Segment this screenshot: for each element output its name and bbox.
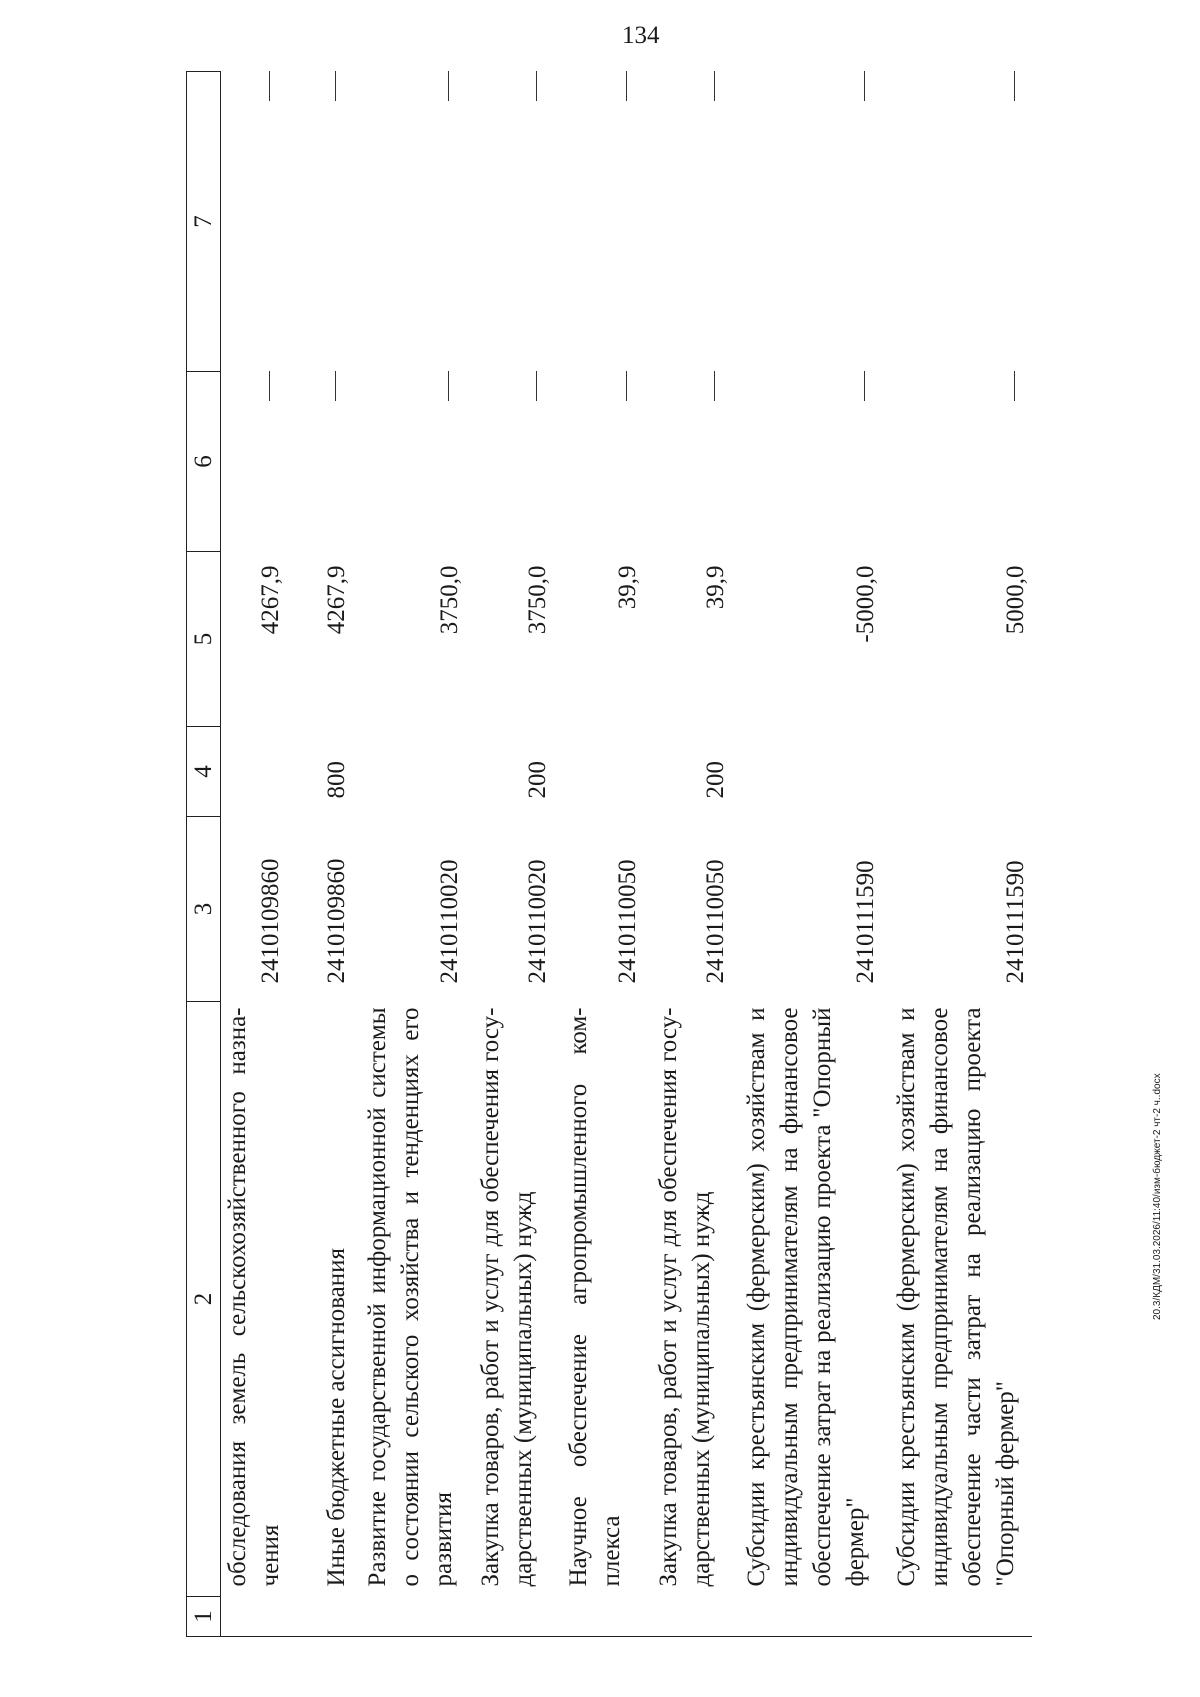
row-col6 <box>644 372 732 552</box>
dash-mark <box>714 72 716 102</box>
row-name: Субсидии крестьянским (фермерским) хозяйствам и индивидуальным предпринимателям на финансовое обеспечение части затрат на реализацию проекта "Опорный фермер" <box>893 1007 1019 1587</box>
row-col7 <box>644 72 732 372</box>
row-col7 <box>287 72 353 372</box>
footer-file-reference: 20.3/КДМ/31.03.2026/11:40/изм-бюджет-2 чт-2 ч..docx <box>1152 1073 1163 1320</box>
row-code: 2410110050 <box>614 859 641 984</box>
row-code: 2410111590 <box>1002 860 1029 984</box>
header-col-4: 4 <box>187 727 221 817</box>
header-col-6: 6 <box>187 372 221 552</box>
row-amount: 3750,0 <box>524 565 551 635</box>
row-code: 2410109860 <box>323 858 350 984</box>
row-col6 <box>466 372 554 552</box>
row-col7 <box>353 72 466 372</box>
row-vr <box>353 727 466 817</box>
row-col7 <box>554 72 644 372</box>
row-code: 2410109860 <box>257 858 284 984</box>
dash-mark <box>864 72 866 102</box>
row-col6 <box>221 372 288 552</box>
row-col7 <box>221 72 288 372</box>
row-amount: 4267,9 <box>323 565 350 635</box>
budget-table <box>186 71 1032 1637</box>
row-vr <box>732 727 882 817</box>
row-col6 <box>554 372 644 552</box>
row-amount: 4267,9 <box>257 565 284 635</box>
dash-mark <box>448 72 450 102</box>
row-amount: -5000,0 <box>852 565 879 643</box>
dash-mark <box>335 372 337 402</box>
row-col6 <box>287 372 353 552</box>
row-col7 <box>732 72 882 372</box>
row-name: Научное обеспечение агропромышленного ком-плекса <box>565 1007 625 1587</box>
dash-mark <box>1014 72 1016 102</box>
table-row <box>644 72 732 1637</box>
row-vr <box>882 727 1032 817</box>
dash-mark <box>536 372 538 402</box>
row-col7 <box>882 72 1032 372</box>
row-col6 <box>732 372 882 552</box>
dash-mark <box>1014 372 1016 402</box>
row-col7 <box>466 72 554 372</box>
row-code: 2410110020 <box>524 859 551 984</box>
row-code: 2410111590 <box>852 860 879 984</box>
row-vr: 200 <box>524 761 551 799</box>
row-name: обследования земель сельскохозяйственного назна-чения <box>224 1007 284 1587</box>
row-name: Иные бюджетные ассигнования <box>323 1247 350 1587</box>
table-row <box>353 72 466 1637</box>
dash-mark <box>269 72 271 102</box>
header-col-1: 1 <box>187 1597 221 1637</box>
dash-mark <box>269 372 271 402</box>
dash-mark <box>626 372 628 402</box>
row-vr <box>221 727 288 817</box>
row-amount: 39,9 <box>614 565 641 610</box>
row-amount: 5000,0 <box>1002 565 1029 635</box>
header-col-7: 7 <box>187 72 221 372</box>
row-vr: 200 <box>702 761 729 799</box>
dash-mark <box>335 72 337 102</box>
table-row <box>287 72 353 1637</box>
table-row <box>221 72 288 1637</box>
row-name: Закупка товаров, работ и услуг для обеспечения госу-дарственных (муниципальных) нужд <box>655 1007 715 1587</box>
page-number: 134 <box>622 22 660 49</box>
row-vr <box>554 727 644 817</box>
row-name: Развитие государственной информационной системы о состоянии сельского хозяйства и тенденциях его развития <box>364 1007 457 1587</box>
table-row <box>554 72 644 1637</box>
dash-mark <box>448 372 450 402</box>
header-col-5: 5 <box>187 552 221 727</box>
dash-mark <box>714 372 716 402</box>
dash-mark <box>536 72 538 102</box>
dash-mark <box>864 372 866 402</box>
table-row <box>882 72 1032 1637</box>
row-name: Закупка товаров, работ и услуг для обеспечения госу-дарственных (муниципальных) нужд <box>477 1007 537 1587</box>
dash-mark <box>626 72 628 102</box>
row-amount: 39,9 <box>702 565 729 610</box>
rotated-budget-sheet <box>186 72 1096 1637</box>
header-col-2: 2 <box>187 1002 221 1597</box>
header-col-3: 3 <box>187 817 221 1002</box>
table-body <box>221 72 1033 1637</box>
row-code: 2410110020 <box>436 859 463 984</box>
row-name: Субсидии крестьянским (фермерским) хозяйствам и индивидуальным предпринимателям на финансовое обеспечение затрат на реализацию проекта "Опорный фермер" <box>743 1007 869 1587</box>
table-row <box>732 72 882 1637</box>
row-col6 <box>353 372 466 552</box>
row-col6 <box>882 372 1032 552</box>
header-row <box>187 72 221 1637</box>
row-amount: 3750,0 <box>436 565 463 635</box>
row-code: 2410110050 <box>702 859 729 984</box>
table-row <box>466 72 554 1637</box>
row-vr: 800 <box>323 761 350 799</box>
